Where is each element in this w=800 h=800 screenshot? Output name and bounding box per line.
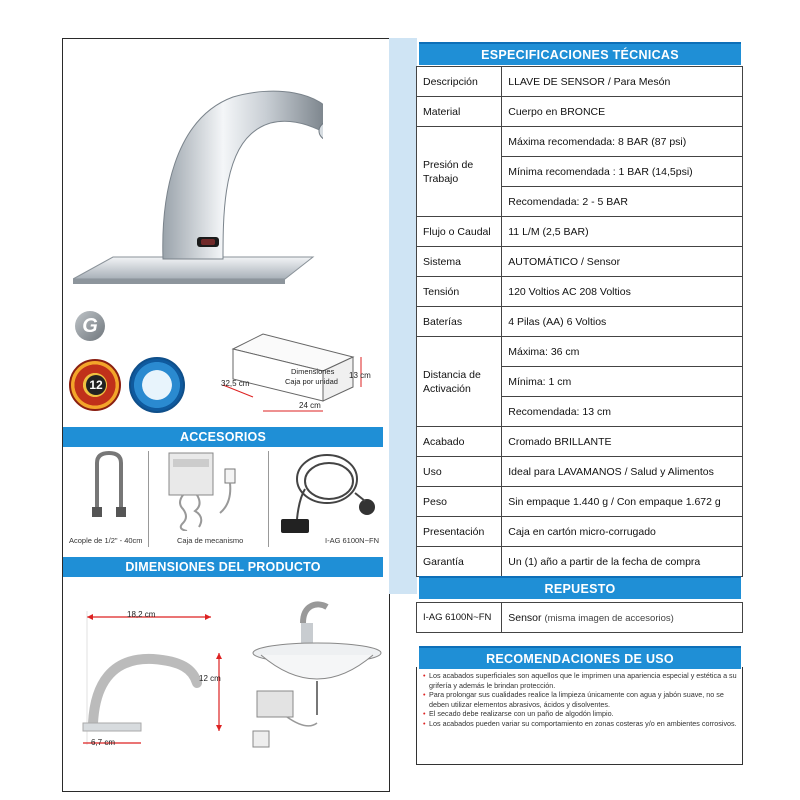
spec-value: Recomendada: 13 cm [502,397,743,427]
recommendation-item: • El secado debe realizarse con un paño de algodón limpio. [423,709,738,719]
dimension-length-label: 18,2 cm [127,610,156,619]
box-width-label: 24 cm [299,401,321,410]
g-logo: G [75,311,105,341]
spec-value: Caja en cartón micro-corrugado [502,517,743,547]
dimensions-header: DIMENSIONES DEL PRODUCTO [63,557,383,577]
accessory-label-sensor: I-AG 6100N~FN [325,536,379,545]
accessories-header: ACCESORIOS [63,427,383,447]
mechanism-box-icon [163,451,253,531]
spec-row [417,487,743,517]
spec-row [417,217,743,247]
spare-code: I-AG 6100N~FN [417,603,502,633]
installation-diagram [247,595,387,755]
spec-value: Ideal para LAVAMANOS / Salud y Alimentos [502,457,743,487]
spec-row [417,247,743,277]
spec-row [417,427,743,457]
accessory-label-hose: Acople de 1/2" - 40cm [69,536,143,545]
spec-row [417,457,743,487]
divider [148,451,149,547]
spec-key: Garantía [417,547,502,577]
spec-row [417,67,743,97]
spec-value: Máxima: 36 cm [502,337,743,367]
box-height-label: 13 cm [349,371,371,380]
water-saving-seal-icon [129,357,185,413]
spec-key: Presión de Trabajo [417,127,502,217]
spec-value: Sin empaque 1.440 g / Con empaque 1.672 g [502,487,743,517]
spec-row [417,547,743,577]
spec-row [417,127,743,157]
spec-key: Descripción [417,67,502,97]
spec-row [417,307,743,337]
dimension-base-label: 6,7 cm [91,738,116,747]
spec-row [417,97,743,127]
spare-name: Sensor [508,611,542,624]
spec-value: Cromado BRILLANTE [502,427,743,457]
spec-value: 4 Pilas (AA) 6 Voltios [502,307,743,337]
spec-key: Flujo o Caudal [417,217,502,247]
recommendations-list [417,667,742,729]
dimension-height-label: 12 cm [199,674,221,683]
spec-key: Presentación [417,517,502,547]
divider [268,451,269,547]
hose-icon [89,451,129,521]
spec-value: LLAVE DE SENSOR / Para Mesón [502,67,743,97]
spec-key: Peso [417,487,502,517]
sensor-cable-icon [275,449,383,539]
box-subtitle: Caja por unidad [285,377,338,386]
decorative-strip [389,38,417,594]
spec-key: Sistema [417,247,502,277]
spec-key: Acabado [417,427,502,457]
spec-value: Mínima recomendada : 1 BAR (14,5psi) [502,157,743,187]
spec-value: 11 L/M (2,5 BAR) [502,217,743,247]
recommendation-item: • Para prolongar sus cualidades realice la limpieza únicamente con agua y jabón suave, no se deben utilizar elementos abrasivos, ácidos y disolventes. [423,690,738,709]
spec-value: 120 Voltios AC 208 Voltios [502,277,743,307]
spec-value: Recomendada: 2 - 5 BAR [502,187,743,217]
spec-key: Uso [417,457,502,487]
spec-row [417,277,743,307]
box-depth-label: 32,5 cm [221,379,250,388]
spec-value: Mínima: 1 cm [502,367,743,397]
recommendation-item: • Los acabados pueden variar su comportamiento en zonas costeras y/o en ambientes corrosivos. [423,719,738,729]
spec-key: Distancia de Activación [417,337,502,427]
spare-note: (misma imagen de accesorios) [544,612,674,624]
spec-row [417,337,743,367]
spare-description [502,603,743,633]
specs-table [416,66,743,577]
spec-row [417,517,743,547]
recommendations-header: RECOMENDACIONES DE USO [419,646,741,669]
spec-key: Tensión [417,277,502,307]
spec-value: AUTOMÁTICO / Sensor [502,247,743,277]
warranty-seal-icon: 12 [69,359,121,411]
faucet-image [73,79,323,294]
accessory-label-mechanism: Caja de mecanismo [177,536,244,545]
spec-key: Baterías [417,307,502,337]
spare-table [416,602,743,633]
box-title: Dimensiones [291,367,335,376]
spec-value: Un (1) año a partir de la fecha de compra [502,547,743,577]
spare-header: REPUESTO [419,576,741,599]
spec-value: Máxima recomendada: 8 BAR (87 psi) [502,127,743,157]
spec-value: Cuerpo en BRONCE [502,97,743,127]
spec-key: Material [417,97,502,127]
recommendations-box [416,667,743,765]
left-panel [62,38,390,792]
specs-header: ESPECIFICACIONES TÉCNICAS [419,42,741,65]
recommendation-item: • Los acabados superficiales son aquellos que le imprimen una apariencia especial y estética a su grifería y además le brindan protección. [423,671,738,690]
